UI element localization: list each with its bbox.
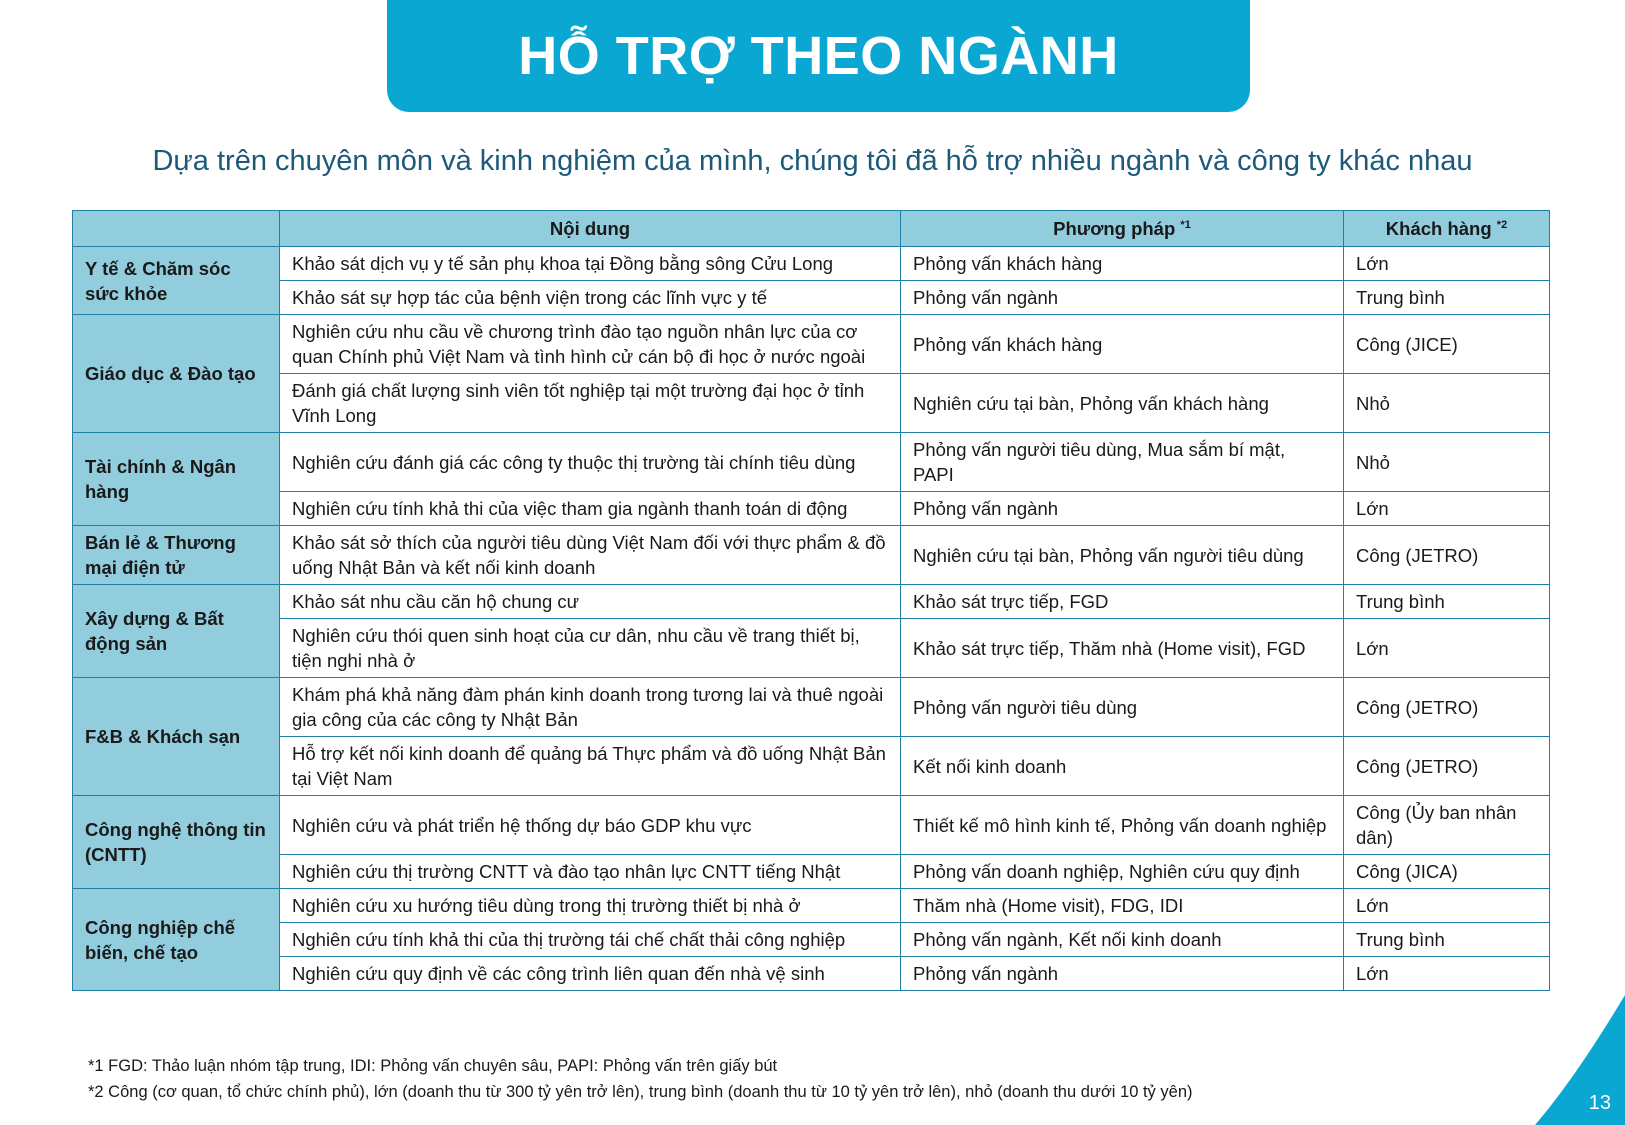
client-cell: Lớn (1344, 889, 1550, 923)
table-row (73, 315, 1550, 374)
method-cell: Khảo sát trực tiếp, FGD (901, 585, 1344, 619)
method-cell: Phỏng vấn người tiêu dùng (901, 678, 1344, 737)
content-cell: Hỗ trợ kết nối kinh doanh để quảng bá Thực phẩm và đồ uống Nhật Bản tại Việt Nam (280, 737, 901, 796)
table-row (73, 281, 1550, 315)
table-row (73, 796, 1550, 855)
client-cell: Nhỏ (1344, 433, 1550, 492)
footnote-marker: *1 (1180, 218, 1191, 231)
method-cell: Nghiên cứu tại bàn, Phỏng vấn khách hàng (901, 374, 1344, 433)
client-cell: Công (JETRO) (1344, 678, 1550, 737)
client-cell: Công (JICE) (1344, 315, 1550, 374)
page-number: 13 (1588, 1092, 1611, 1114)
column-header-content: Nội dung (280, 211, 901, 247)
content-cell: Nghiên cứu tính khả thi của việc tham gia ngành thanh toán di động (280, 492, 901, 526)
table-row (73, 433, 1550, 492)
client-cell: Lớn (1344, 492, 1550, 526)
content-cell: Khám phá khả năng đàm phán kinh doanh trong tương lai và thuê ngoài gia công của các công ty Nhật Bản (280, 678, 901, 737)
table-row (73, 585, 1550, 619)
corner-decoration (1535, 995, 1625, 1125)
table-row (73, 923, 1550, 957)
table-header-row (73, 211, 1550, 247)
table-row (73, 247, 1550, 281)
client-cell: Lớn (1344, 619, 1550, 678)
method-cell: Phỏng vấn ngành (901, 492, 1344, 526)
title-banner (387, 0, 1250, 112)
client-cell: Công (Ủy ban nhân dân) (1344, 796, 1550, 855)
category-cell: Công nghệ thông tin (CNTT) (73, 796, 280, 889)
client-cell: Công (JETRO) (1344, 526, 1550, 585)
content-cell: Nghiên cứu và phát triển hệ thống dự báo GDP khu vực (280, 796, 901, 855)
category-cell: Tài chính & Ngân hàng (73, 433, 280, 526)
column-header-method: Phương pháp $^{*1}$ (901, 211, 1344, 247)
client-cell: Trung bình (1344, 585, 1550, 619)
method-cell: Phỏng vấn ngành, Kết nối kinh doanh (901, 923, 1344, 957)
method-cell: Phỏng vấn ngành (901, 281, 1344, 315)
content-cell: Khảo sát sở thích của người tiêu dùng Việt Nam đối với thực phẩm & đồ uống Nhật Bản và kết nối kinh doanh (280, 526, 901, 585)
category-cell: Xây dựng & Bất động sản (73, 585, 280, 678)
method-cell: Kết nối kinh doanh (901, 737, 1344, 796)
client-cell: Trung bình (1344, 281, 1550, 315)
method-cell: Phỏng vấn khách hàng (901, 315, 1344, 374)
method-cell: Phỏng vấn người tiêu dùng, Mua sắm bí mật, PAPI (901, 433, 1344, 492)
content-cell: Khảo sát sự hợp tác của bệnh viện trong các lĩnh vực y tế (280, 281, 901, 315)
content-cell: Nghiên cứu thị trường CNTT và đào tạo nhân lực CNTT tiếng Nhật (280, 855, 901, 889)
table-row (73, 957, 1550, 991)
table-row (73, 526, 1550, 585)
page-title: HỖ TRỢ THEO NGÀNH (518, 26, 1119, 86)
footnotes (88, 1053, 1193, 1105)
table-row (73, 737, 1550, 796)
table-row (73, 619, 1550, 678)
content-cell: Đánh giá chất lượng sinh viên tốt nghiệp tại một trường đại học ở tỉnh Vĩnh Long (280, 374, 901, 433)
content-cell: Nghiên cứu xu hướng tiêu dùng trong thị trường thiết bị nhà ở (280, 889, 901, 923)
category-cell: Bán lẻ & Thương mại điện tử (73, 526, 280, 585)
category-cell: Y tế & Chăm sóc sức khỏe (73, 247, 280, 315)
client-cell: Công (JICA) (1344, 855, 1550, 889)
content-cell: Nghiên cứu thói quen sinh hoạt của cư dân, nhu cầu về trang thiết bị, tiện nghi nhà ở (280, 619, 901, 678)
method-cell: Phỏng vấn ngành (901, 957, 1344, 991)
method-cell: Nghiên cứu tại bàn, Phỏng vấn người tiêu dùng (901, 526, 1344, 585)
corner-header-cell (73, 211, 280, 247)
method-cell: Thiết kế mô hình kinh tế, Phỏng vấn doanh nghiệp (901, 796, 1344, 855)
page-subtitle: Dựa trên chuyên môn và kinh nghiệm của mình, chúng tôi đã hỗ trợ nhiều ngành và công ty khác nhau (152, 145, 1473, 177)
content-cell: Khảo sát nhu cầu căn hộ chung cư (280, 585, 901, 619)
client-cell: Lớn (1344, 247, 1550, 281)
method-cell: Thăm nhà (Home visit), FDG, IDI (901, 889, 1344, 923)
client-cell: Lớn (1344, 957, 1550, 991)
method-cell: Phỏng vấn khách hàng (901, 247, 1344, 281)
content-cell: Nghiên cứu đánh giá các công ty thuộc thị trường tài chính tiêu dùng (280, 433, 901, 492)
content-cell: Nghiên cứu quy định về các công trình liên quan đến nhà vệ sinh (280, 957, 901, 991)
table-row (73, 374, 1550, 433)
category-cell: F&B & Khách sạn (73, 678, 280, 796)
content-cell: Nghiên cứu nhu cầu về chương trình đào tạo nguồn nhân lực của cơ quan Chính phủ Việt Nam và tình hình cử cán bộ đi học ở nước ngoài (280, 315, 901, 374)
footnote-2: *2 Công (cơ quan, tổ chức chính phủ), lớn (doanh thu từ 300 tỷ yên trở lên), trung bình (doanh thu từ 10 tỷ yên trở lên), nhỏ (doanh thu dưới 10 tỷ yên) (88, 1083, 1193, 1101)
table-row (73, 492, 1550, 526)
client-cell: Nhỏ (1344, 374, 1550, 433)
table-row (73, 678, 1550, 737)
industry-table (72, 210, 1550, 991)
category-cell: Công nghiệp chế biến, chế tạo (73, 889, 280, 991)
table-row (73, 855, 1550, 889)
category-cell: Giáo dục & Đào tạo (73, 315, 280, 433)
client-cell: Công (JETRO) (1344, 737, 1550, 796)
column-header-client: Khách hàng $^{*2}$ (1344, 211, 1550, 247)
table-body (73, 247, 1550, 991)
footnote-1: *1 FGD: Thảo luận nhóm tập trung, IDI: Phỏng vấn chuyên sâu, PAPI: Phỏng vấn trên giấy bút (88, 1057, 778, 1075)
table-row (73, 889, 1550, 923)
client-cell: Trung bình (1344, 923, 1550, 957)
content-cell: Khảo sát dịch vụ y tế sản phụ khoa tại Đồng bằng sông Cửu Long (280, 247, 901, 281)
method-cell: Phỏng vấn doanh nghiệp, Nghiên cứu quy định (901, 855, 1344, 889)
footnote-marker: *2 (1496, 218, 1508, 231)
method-cell: Khảo sát trực tiếp, Thăm nhà (Home visit), FGD (901, 619, 1344, 678)
content-cell: Nghiên cứu tính khả thi của thị trường tái chế chất thải công nghiệp (280, 923, 901, 957)
